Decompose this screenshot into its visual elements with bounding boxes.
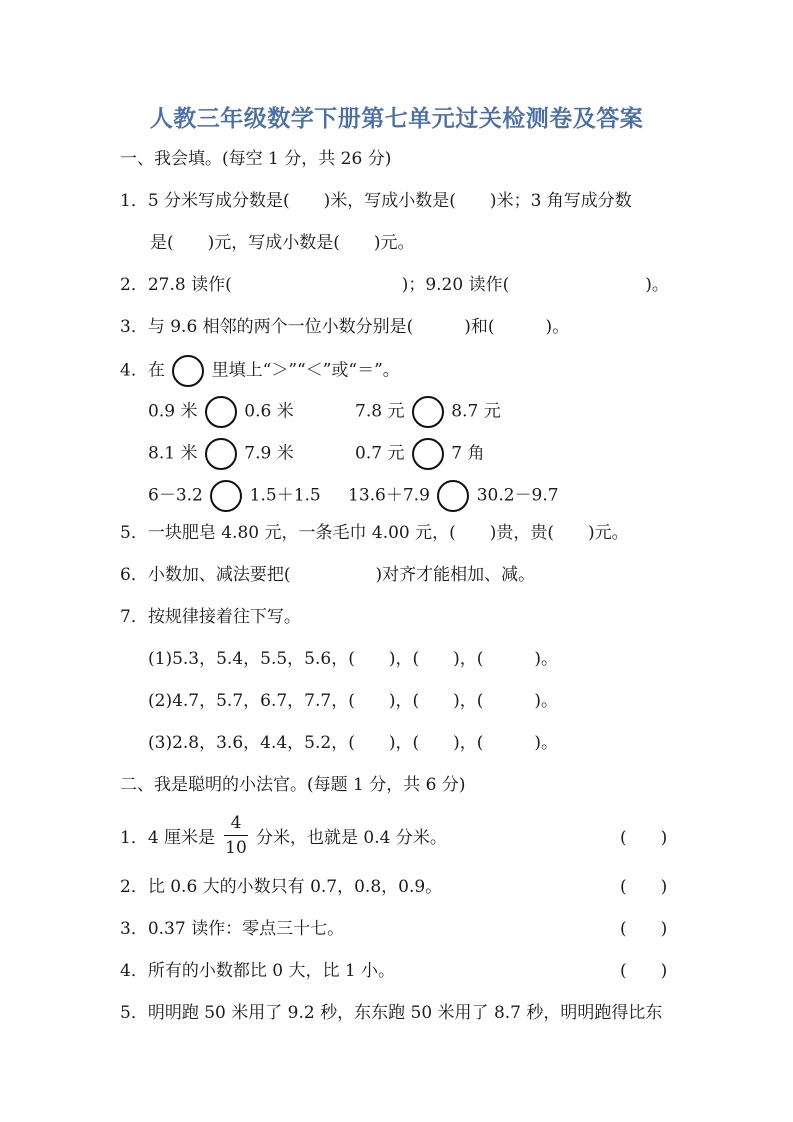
judge-question-2: 2．比 0.6 大的小数只有 0.7，0.8，0.9。 [120,877,443,897]
compare-left: 0.7 元 [355,443,405,464]
compare-circle-icon [172,355,204,387]
judge-question-3: 3．0.37 读作：零点三十七。 [120,919,345,939]
question-3: 3．与 9.6 相邻的两个一位小数分别是( )和( )。 [120,317,570,337]
question-4-suffix: 里填上“＞”“＜”或“＝”。 [211,360,400,381]
question-1-line-1: 1．5 分米写成分数是( )米，写成小数是( )米；3 角写成分数 [120,191,632,211]
compare-circle-icon[interactable] [205,438,237,470]
question-6: 6．小数加、减法要把( )对齐才能相加、减。 [120,565,536,585]
answer-paren[interactable]: ( ) [620,828,668,848]
fraction-denominator: 10 [225,838,247,858]
compare-item [148,438,294,470]
answer-paren[interactable]: ( ) [620,919,668,939]
compare-right: 0.6 米 [244,401,294,422]
question-7: 7．按规律接着往下写。 [120,607,301,627]
section2-heading: 二、我是聪明的小法官。(每题 1 分，共 6 分) [120,775,466,795]
compare-item [148,396,294,428]
fraction [224,812,248,859]
compare-left: 13.6＋7.9 [348,485,430,506]
compare-item [148,480,321,512]
answer-paren[interactable]: ( ) [620,961,668,981]
compare-right: 7 角 [451,443,485,464]
compare-left: 8.1 米 [148,443,198,464]
judge-question-4: 4．所有的小数都比 0 大，比 1 小。 [120,961,396,981]
compare-right: 1.5＋1.5 [249,485,321,506]
compare-right: 30.2－9.7 [476,485,559,506]
compare-item [355,396,501,428]
question-2: 2．27.8 读作( )；9.20 读作( )。 [120,275,669,295]
compare-left: 7.8 元 [355,401,405,422]
judge-question-5: 5．明明跑 50 米用了 9.2 秒，东东跑 50 米用了 8.7 秒，明明跑得比东 [120,1003,663,1023]
question-4-prefix: 4．在 [120,360,165,381]
compare-circle-icon[interactable] [437,480,469,512]
section1-heading: 一、我会填。(每空 1 分，共 26 分) [120,149,392,169]
compare-circle-icon[interactable] [412,396,444,428]
sequence-item: (2)4.7，5.7，6.7，7.7，( )，( )，( )。 [148,691,559,711]
sequence-item: (3)2.8，3.6，4.4，5.2，( )，( )，( )。 [148,733,559,753]
compare-item [348,480,559,512]
compare-left: 0.9 米 [148,401,198,422]
fraction-bar [224,835,248,836]
judge-question-1-prefix: 1．4 厘米是 [120,828,216,848]
sequence-item: (1)5.3，5.4，5.5，5.6，( )，( )，( )。 [148,649,559,669]
question-1-line-2: 是( )元，写成小数是( )元。 [150,233,415,253]
judge-question-1-suffix: 分米，也就是 0.4 分米。 [256,828,447,848]
page-title: 人教三年级数学下册第七单元过关检测卷及答案 [149,106,644,132]
compare-right: 7.9 米 [244,443,294,464]
answer-paren[interactable]: ( ) [620,877,668,897]
compare-item [355,438,485,470]
compare-left: 6－3.2 [148,485,203,506]
compare-circle-icon[interactable] [205,396,237,428]
fraction-numerator: 4 [230,813,242,833]
question-5: 5．一块肥皂 4.80 元，一条毛巾 4.00 元，( )贵，贵( )元。 [120,523,629,543]
question-4 [120,355,400,387]
compare-circle-icon[interactable] [210,480,242,512]
compare-circle-icon[interactable] [412,438,444,470]
compare-right: 8.7 元 [451,401,501,422]
